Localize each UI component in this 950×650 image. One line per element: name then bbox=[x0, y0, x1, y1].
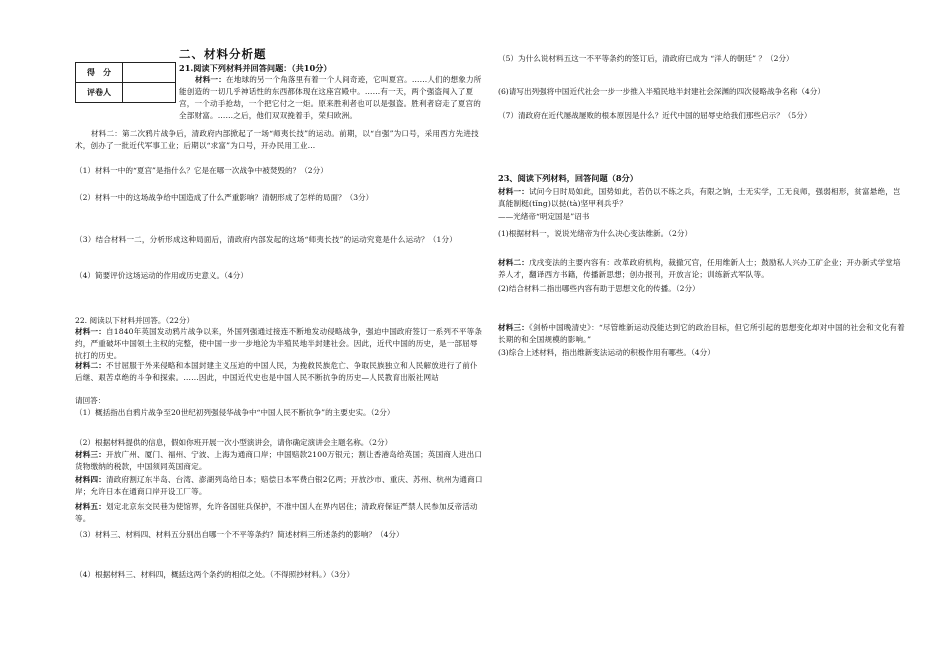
q23-title: 23、阅读下列材料，回答问题（8分） bbox=[498, 173, 638, 183]
q22-question-6: (6)请写出列强将中国近代社会一步一步推入半殖民地半封建社会深渊的四次侵略战争名称（4分） bbox=[498, 87, 825, 96]
q21-question-3: （3）结合材料一二，分析形成这种局面后，清政府内部发起的这场“师夷长技”的运动究竟是什么运动？（1分） bbox=[75, 235, 457, 244]
q22-question-2: （2）根据材料提供的信息，假如你班开展一次小型演讲会，请你确定演讲会主题名称。（2分） bbox=[75, 438, 393, 447]
q23-m3-text: 《剑桥中国晚清史》：“尽管维新运动没能达到它的政治目标，但它所引起的思想变化却对中国的社会和文化有着长期的和全国规模的影响。” bbox=[498, 323, 905, 344]
q23-question-1: (1)根据材料一，说说光绪帝为什么决心变法维新。（2分） bbox=[498, 229, 693, 238]
q22-ask: 请回答： bbox=[75, 396, 106, 405]
q21-material-1 bbox=[179, 74, 485, 122]
q23-m2-text: 戊戌变法的主要内容有：改革政府机构，裁撤冗官，任用维新人士；鼓励私人兴办工矿企业；开办新式学堂培养人才，翻译西方书籍，传播新思想；创办报刊，开放言论；训练新式军队等。 bbox=[498, 258, 901, 279]
q22-m5-label: 材料五： bbox=[75, 502, 106, 511]
q22-m2-label: 材料二： bbox=[75, 361, 106, 370]
q22-m4-text: 清政府割辽东半岛、台湾、澎湖列岛给日本；赔偿日本军费白银2亿两；开放沙市、重庆、苏州、杭州为通商口岸；允许日本在通商口岸开设工厂等。 bbox=[75, 475, 483, 496]
q21-question-1: （1）材料一中的“夏宫”是指什么？它是在哪一次战争中被焚毁的？（2分） bbox=[75, 166, 328, 175]
q23-material-2 bbox=[498, 257, 906, 281]
q22-material-3 bbox=[75, 449, 485, 473]
q21-m1-label: 材料一： bbox=[195, 75, 226, 84]
q23-question-3: (3)综合上述材料，指出维新变法运动的积极作用有哪些。（4分） bbox=[498, 348, 715, 357]
q21-question-4: （4）简要评价这场运动的作用或历史意义。（4分） bbox=[75, 271, 248, 280]
q21-question-2: （2）材料一中的这场战争给中国造成了什么严重影响？清朝形成了怎样的局面？（3分） bbox=[75, 193, 374, 202]
q23-material-1 bbox=[498, 186, 906, 210]
q23-m2-label: 材料二： bbox=[498, 258, 529, 267]
q23-question-2: (2)结合材料二指出哪些内容有助于思想文化的传播。（2分） bbox=[498, 284, 700, 293]
score-box bbox=[75, 62, 176, 103]
q23-m1-source: ——光绪帝“明定国是”诏书 bbox=[498, 212, 590, 221]
q22-question-5: （5）为什么说材料五这一不平等条约的签订后，清政府已成为 “洋人的朝廷” ？（2分） bbox=[498, 54, 794, 63]
q22-m5-text: 划定北京东交民巷为使馆界，允许各国驻兵保护，不准中国人在界内居住；清政府保证严禁人民参加反帝活动等。 bbox=[75, 502, 478, 523]
grader-cell[interactable] bbox=[123, 83, 176, 103]
q22-m1-text: 自1840年英国发动鸦片战争以来，外国列强通过接连不断地发动侵略战争，强迫中国政府签订一系列不平等条约，严重破坏中国领土主权的完整，使中国一步一步地沦为半殖民地半封建社会。因此，近代中国的历史，是一部屈辱抗打的历史。 bbox=[75, 327, 483, 360]
q21-material-2: 材料二：第二次鸦片战争后，清政府内部掀起了一场“师夷长技”的运动。前期，以“自强”为口号，采用西方先进技术，创办了一批近代军事工业；后期以“求富”为口号，开办民用工业… bbox=[75, 129, 479, 150]
q22-question-1: （1）概括指出自鸦片战争至20世纪初列强侵华战争中“中国人民不断抗争”的主要史实。（2分） bbox=[75, 408, 395, 417]
grader-label: 评卷人 bbox=[76, 83, 123, 103]
q23-m3-label: 材料三： bbox=[498, 323, 529, 332]
q22-m2-text: 不甘屈服于外来侵略和本国封建主义压迫的中国人民，为挽救民族危亡、争取民族独立和人民解放进行了前仆后继、艰苦卓绝的斗争和探索。……因此，中国近代史也是中国人民不断抗争的历史—人民教育出版社网站 bbox=[75, 361, 478, 382]
q22-material-5 bbox=[75, 501, 485, 525]
q22-title: 22. 阅读以下材料并回答。（22分） bbox=[75, 316, 195, 325]
q22-m1-label: 材料一： bbox=[75, 327, 106, 336]
q22-question-7: （7）清政府在近代屡战屡败的根本原因是什么？近代中国的屈辱史给我们那些启示？（5分） bbox=[498, 111, 812, 120]
q22-material-2 bbox=[75, 360, 485, 384]
score-cell[interactable] bbox=[123, 63, 176, 83]
q22-m3-label: 材料三： bbox=[75, 450, 106, 459]
q23-material-3 bbox=[498, 322, 906, 346]
q23-m1-label: 材料一： bbox=[498, 187, 529, 196]
q22-question-3: （3）材料三、材料四、材料五分别出自哪一个不平等条约？简述材料三所述条约的影响？（4分） bbox=[75, 530, 404, 539]
q22-material-4 bbox=[75, 474, 485, 498]
q22-m4-label: 材料四： bbox=[75, 475, 106, 484]
q21-m1-text: 在地球的另一个角落里有着一个人间奇迹，它叫夏宫。……人们的想象力所能创造的一切几乎神话性的东西都体现在这座宫殿中。……有一天，两个强盗闯入了夏宫，一个动手抢劫，一个把它付之一炬。原来胜利者也可以是强盗。胜利者窃走了夏宫的全部财富。……之后，他们双双挽着手，荣归欧洲。 bbox=[179, 75, 482, 120]
section-title: 二、材料分析题 bbox=[179, 47, 267, 61]
q22-question-4: （4）根据材料三、材料四，概括这两个条约的相似之处。（不得照抄材料。）（3分） bbox=[75, 570, 355, 579]
q23-m1-text: 试问今日时局如此，国势如此，若仍以不练之兵，有限之饷，士无实学，工无良师，强弱相形，贫富悬绝，岂真能制梃(tǐng)以挞(tà)坚甲利兵乎？ bbox=[498, 187, 901, 208]
q21-title: 21.阅读下列材料并回答问题：（共10分） bbox=[179, 63, 332, 73]
q22-m3-text: 开放广州、厦门、福州、宁波、上海为通商口岸；中国赔款2100万银元；割让香港岛给英国；英国商人进出口货物缴纳的税款，中国须同英国商定。 bbox=[75, 450, 483, 471]
score-label: 得 分 bbox=[76, 63, 123, 83]
q22-material-1 bbox=[75, 326, 485, 362]
